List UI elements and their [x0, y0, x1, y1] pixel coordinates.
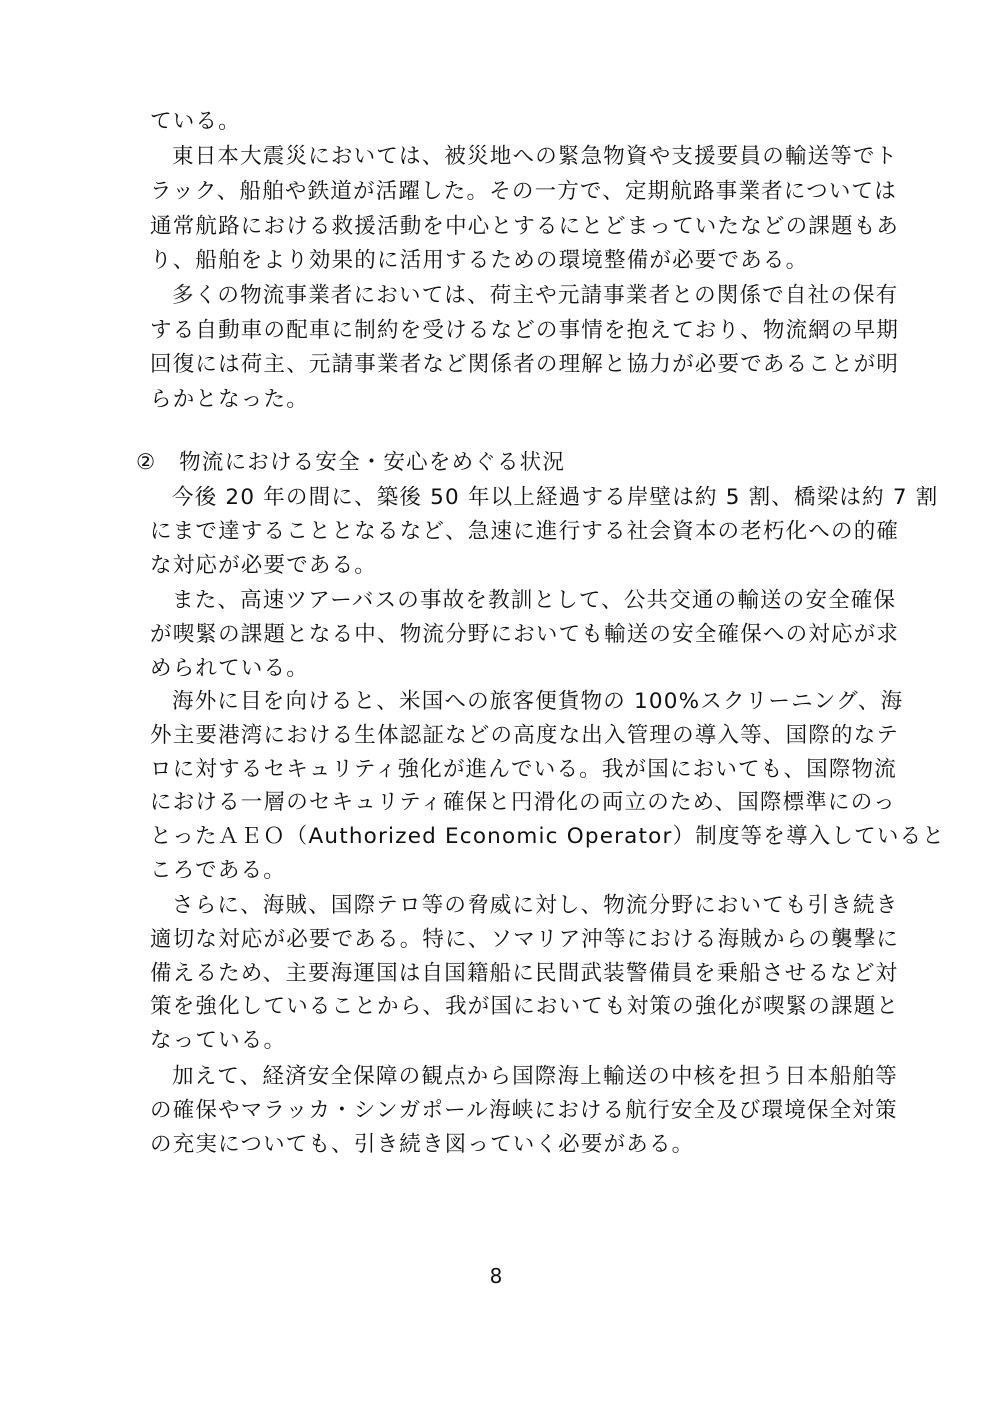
paragraph-3-line-4: らかとなった。 [150, 387, 309, 412]
paragraph-6-line-6: ころである。 [150, 858, 286, 883]
paragraph-6-line-1: 海外に目を向けると、米国への旅客便貨物の 100%スクリーニング、海 [172, 689, 904, 714]
paragraph-6-line-5: とったＡＥＯ（Authorized Economic Operator）制度等を導入していると [150, 824, 945, 849]
paragraph-7-line-3: 備えるため、主要海運国は自国籍船に民間武装警備員を乗船させるなど対 [150, 961, 899, 986]
paragraph-7-line-1: さらに、海賊、国際テロ等の脅威に対し、物流分野においても引き続き [172, 893, 899, 918]
paragraph-7-line-2: 適切な対応が必要である。特に、ソマリア沖等における海賊からの襲撃に [150, 927, 900, 952]
paragraph-5-line-3: められている。 [150, 656, 309, 681]
paragraph-6-line-3: ロに対するセキュリティ強化が進んでいる。我が国においても、国際物流 [150, 757, 897, 782]
paragraph-8-line-3: の充実についても、引き続き図っていく必要がある。 [150, 1132, 695, 1157]
paragraph-5-line-2: が喫緊の課題となる中、物流分野においても輸送の安全確保への対応が求 [150, 622, 900, 647]
paragraph-8-line-2: の確保やマラッカ・シンガポール海峡における航行安全及び環境保全対策 [150, 1098, 898, 1123]
paragraph-2-line-4: り、船舶をより効果的に活用するための環境整備が必要である。 [150, 248, 809, 273]
paragraph-4-line-3: な対応が必要である。 [150, 553, 378, 578]
paragraph-6-line-2: 外主要港湾における生体認証などの高度な出入管理の導入等、国際的なテ [150, 723, 900, 748]
paragraph-2-line-1: 東日本大震災においては、被災地への緊急物資や支援要員の輸送等でト [172, 144, 898, 169]
paragraph-7-line-4: 策を強化していることから、我が国においても対策の強化が喫緊の課題と [150, 994, 900, 1019]
paragraph-2-line-3: 通常航路における救援活動を中心とするにとどまっていたなどの課題もあ [150, 214, 900, 239]
paragraph-4-line-2: にまで達することとなるなど、急速に進行する社会資本の老朽化への的確 [150, 519, 900, 544]
page-number: 8 [489, 1264, 503, 1288]
paragraph-3-line-2: する自動車の配車に制約を受けるなどの事情を抱えており、物流網の早期 [150, 318, 900, 343]
paragraph-5-line-1: また、高速ツアーバスの事故を教訓として、公共交通の輸送の安全確保 [172, 588, 897, 613]
paragraph-4-line-1: 今後 20 年の間に、築後 50 年以上経過する岸壁は約 5 割、橋梁は約 7 割 [172, 485, 939, 510]
paragraph-3-line-1: 多くの物流事業者においては、荷主や元請事業者との関係で自社の保有 [172, 283, 899, 308]
paragraph-3-line-3: 回復には荷主、元請事業者など関係者の理解と協力が必要であることが明 [150, 352, 900, 377]
paragraph-6-line-4: における一層のセキュリティ確保と円滑化の両立のため、国際標準にのっ [150, 790, 896, 815]
paragraph-1-line-1: ている。 [150, 109, 241, 134]
paragraph-7-line-5: なっている。 [150, 1028, 287, 1053]
section-heading: ② 物流における安全・安心をめぐる状況 [136, 450, 566, 475]
paragraph-2-line-2: ラック、船舶や鉄道が活躍した。その一方で、定期航路事業者については [150, 179, 897, 204]
paragraph-8-line-1: 加えて、経済安全保障の観点から国際海上輸送の中核を担う日本船舶等 [172, 1064, 898, 1089]
